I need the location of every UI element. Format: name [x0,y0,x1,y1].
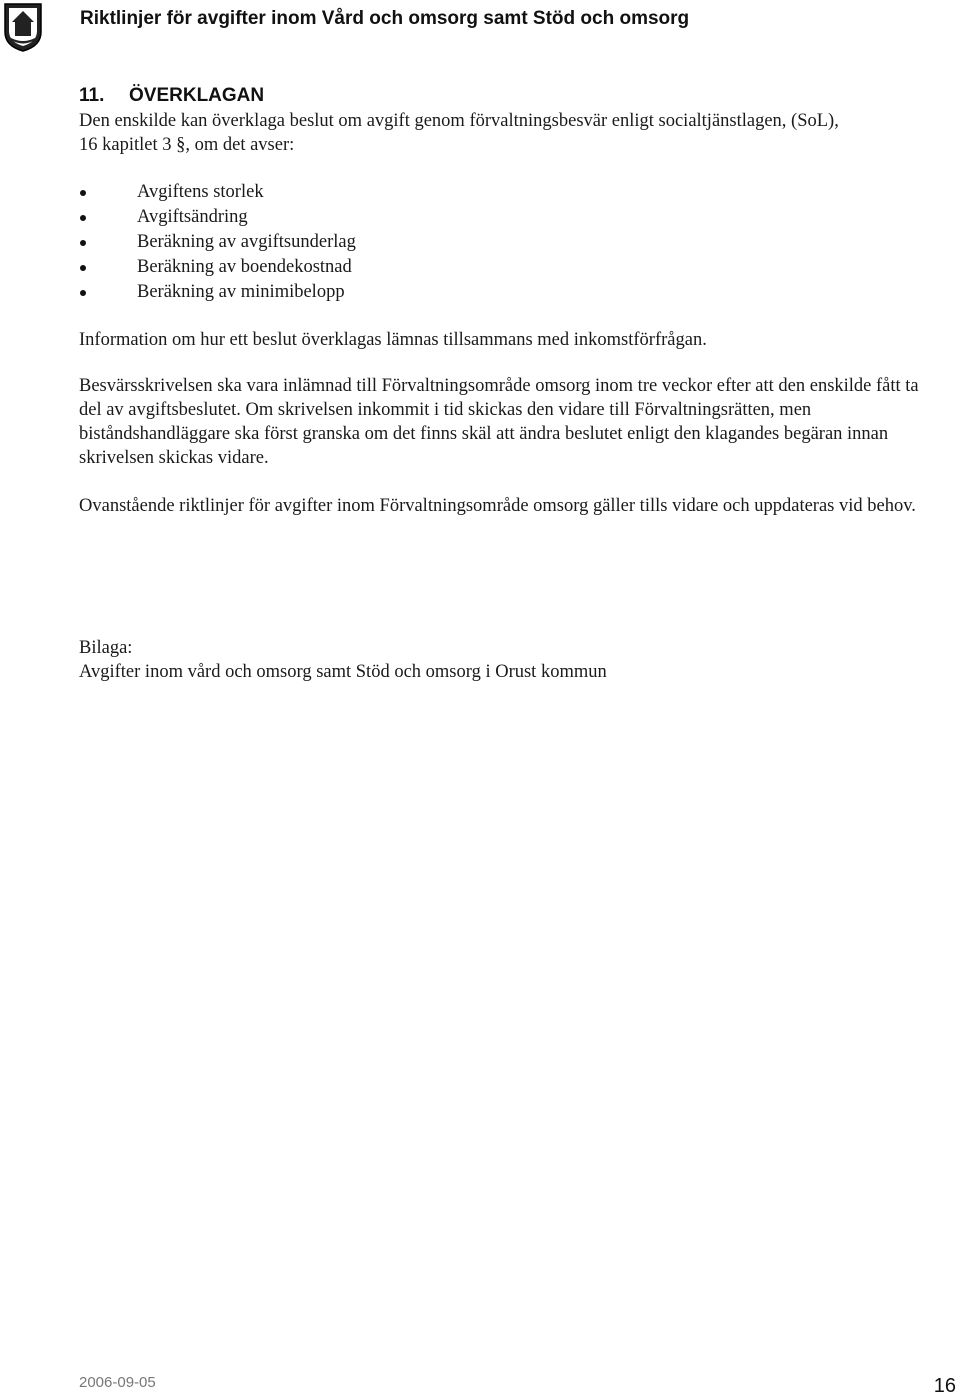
document-body [79,84,929,684]
attachment-label: Bilaga: [79,638,133,658]
bullet-icon [80,240,86,246]
document-header-title: Riktlinjer för avgifter inom Vård och omsorg samt Stöd och omsorg [80,8,690,29]
section-number: 11. [79,85,105,106]
section-heading [79,84,929,108]
list-item [79,280,929,305]
page-number: 16 [933,1375,956,1397]
list-item-text: Beräkning av avgiftsunderlag [137,232,356,252]
municipality-crest-logo [3,2,43,52]
attachment-text: Avgifter inom vård och omsorg samt Stöd och omsorg i Orust kommun [79,662,607,682]
appeal-topics-list [79,180,929,305]
bullet-icon [80,290,86,296]
list-item [79,180,929,205]
list-item-text: Beräkning av minimibelopp [137,282,345,302]
list-item [79,255,929,280]
list-item [79,205,929,230]
appeal-paragraph: Besvärsskrivelsen ska vara inlämnad till Förvaltningsområde omsorg inom tre veckor efter att den enskilde fått ta del av avgiftsbeslutet. Om skrivelsen inkommit i tid skickas den vidare till Förvaltningsrätten, men biståndshandläggare ska först granska om det finns skäl att ändra beslutet enligt den klagandes begäran innan skrivelsen skickas vidare. [79,376,919,468]
intro-line-1: Den enskilde kan överklaga beslut om avgift genom förvaltningsbesvär enligt socialtjänstlagen, (SoL), [79,111,839,131]
bullet-icon [80,265,86,271]
intro-paragraph [79,109,929,157]
list-item-text: Avgiftens storlek [137,182,264,202]
list-item-text: Avgiftsändring [137,207,248,227]
bullet-icon [80,215,86,221]
list-item [79,230,929,255]
footer-date: 2006-09-05 [79,1374,156,1391]
validity-paragraph: Ovanstående riktlinjer för avgifter inom Förvaltningsområde omsorg gäller tills vidare och uppdateras vid behov. [79,496,916,516]
bullet-icon [80,190,86,196]
info-paragraph: Information om hur ett beslut överklagas lämnas tillsammans med inkomstförfrågan. [79,330,707,350]
attachment-block [79,636,929,684]
list-item-text: Beräkning av boendekostnad [137,257,352,277]
intro-line-2: 16 kapitlet 3 §, om det avser: [79,135,295,155]
section-title: ÖVERKLAGAN [129,85,265,106]
